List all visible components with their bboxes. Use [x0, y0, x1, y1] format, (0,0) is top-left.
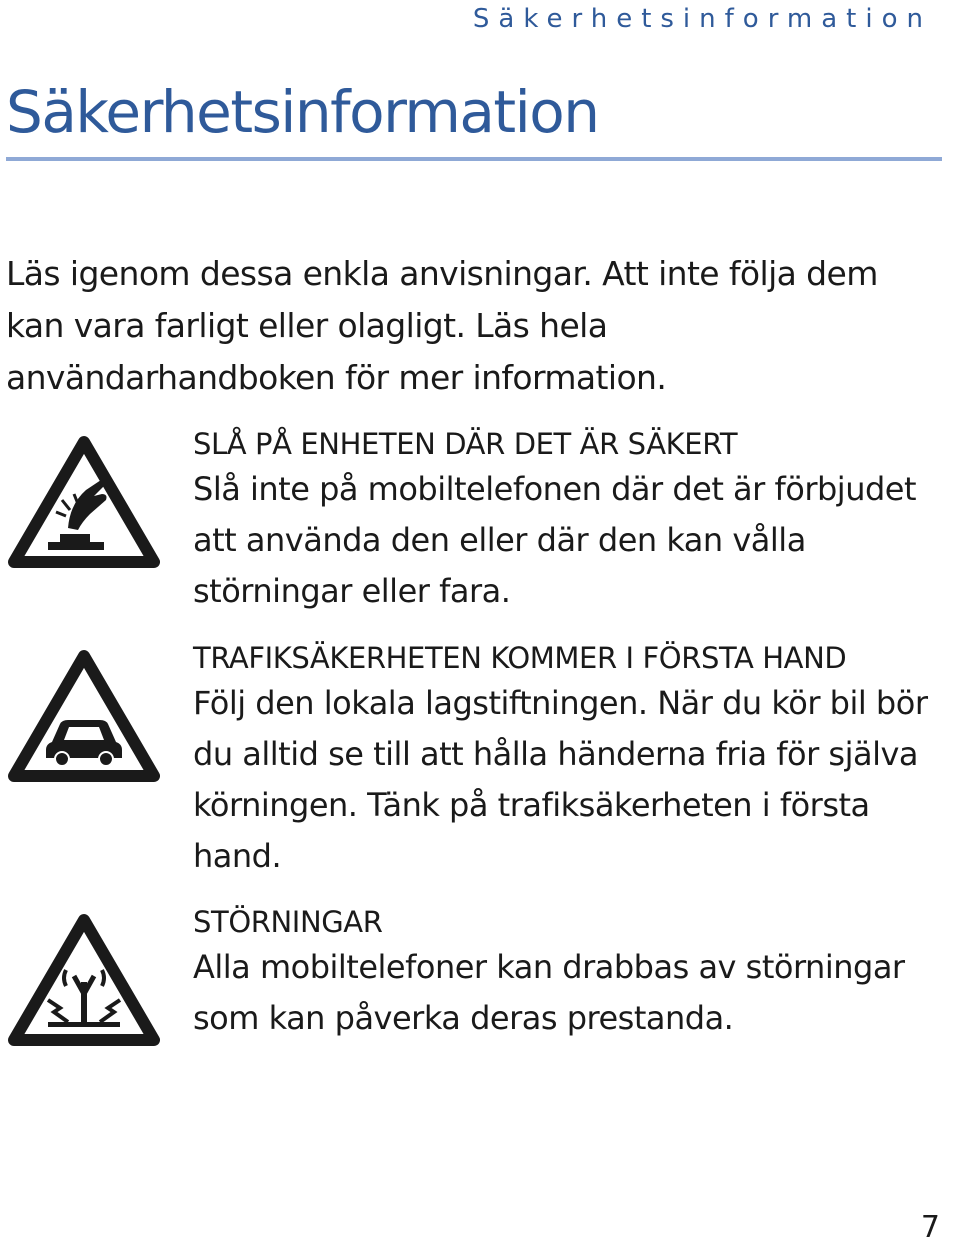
- switch-on-hand-warning-icon: [8, 434, 160, 570]
- section-body: Alla mobiltelefoner kan drabbas av störningar som kan påverka deras prestanda.: [193, 948, 905, 1037]
- page-number: 7: [920, 1210, 940, 1245]
- running-header: Säkerhetsinformation: [472, 4, 932, 34]
- page-title: Säkerhetsinformation: [6, 78, 599, 146]
- section-heading: TRAFIKSÄKERHETEN KOMMER I FÖRSTA HAND: [193, 641, 847, 675]
- car-warning-icon: [8, 648, 160, 784]
- intro-paragraph: Läs igenom dessa enkla anvisningar. Att inte följa dem kan vara farligt eller olagligt. Läs hela användarhandboken för mer information.: [6, 254, 878, 397]
- section-road-safety: [193, 638, 938, 882]
- section-body: Följ den lokala lagstiftningen. När du kör bil bör du alltid se till att hålla händerna fria för själva körningen. Tänk på trafiksäkerheten i första hand.: [193, 684, 928, 875]
- section-heading: STÖRNINGAR: [193, 905, 383, 939]
- interference-antenna-warning-icon: [8, 912, 160, 1048]
- section-interference: [193, 902, 938, 1044]
- section-power-on-safely: [193, 424, 938, 617]
- section-heading: SLÅ PÅ ENHETEN DÄR DET ÄR SÄKERT: [193, 427, 738, 461]
- section-body: Slå inte på mobiltelefonen där det är förbjudet att använda den eller där den kan vålla störningar eller fara.: [193, 470, 917, 610]
- title-divider: [6, 157, 942, 161]
